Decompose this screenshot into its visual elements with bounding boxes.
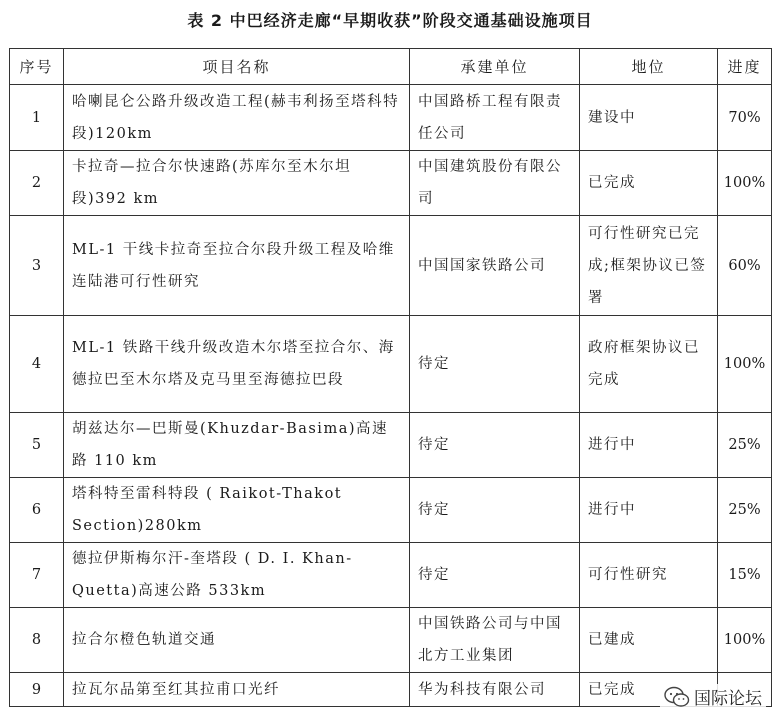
watermark [660,684,766,709]
contractor: 中国路桥工程有限责任公司 [410,85,580,151]
project-progress: 15% [718,543,772,608]
table-title: 表 2 中巴经济走廊“早期收获”阶段交通基础设施项目 [187,11,593,30]
project-status: 政府框架协议已完成 [580,316,718,413]
project-name: ML-1 干线卡拉奇至拉合尔段升级工程及哈维连陆港可行性研究 [64,216,410,316]
row-number: 8 [10,608,64,673]
project-status: 已完成 [580,673,718,707]
project-progress: 70% [718,85,772,151]
row-number: 3 [10,216,64,316]
header-cell: 进度 [718,49,772,85]
row-number: 4 [10,316,64,413]
contractor: 华为科技有限公司 [410,673,580,707]
project-progress: 100% [718,316,772,413]
row-number: 5 [10,413,64,478]
table-row [10,673,772,707]
contractor: 待定 [410,316,580,413]
projects-table [9,48,772,707]
project-status: 可行性研究已完成;框架协议已签署 [580,216,718,316]
project-name: 卡拉奇—拉合尔快速路(苏库尔至木尔坦段)392 km [64,151,410,216]
wechat-icon [664,686,690,708]
row-number: 2 [10,151,64,216]
contractor: 中国建筑股份有限公司 [410,151,580,216]
project-name: 胡兹达尔—巴斯曼(Khuzdar-Basima)高速路 110 km [64,413,410,478]
project-name: 拉合尔橙色轨道交通 [64,608,410,673]
project-name: 德拉伊斯梅尔汗-奎塔段 ( D. I. Khan-Quetta)高速公路 533km [64,543,410,608]
contractor: 待定 [410,478,580,543]
header-cell: 项目名称 [64,49,410,85]
project-progress: 25% [718,413,772,478]
table-row [10,413,772,478]
watermark-text: 国际论坛 [694,689,762,709]
header-cell: 承建单位 [410,49,580,85]
project-status: 建设中 [580,85,718,151]
project-name: ML-1 铁路干线升级改造木尔塔至拉合尔、海德拉巴至木尔塔及克马里至海德拉巴段 [64,316,410,413]
project-progress: 100% [718,608,772,673]
row-number: 1 [10,85,64,151]
header-row [10,49,772,85]
contractor: 待定 [410,543,580,608]
header-cell: 序号 [10,49,64,85]
table-row [10,216,772,316]
project-progress: 100% [718,151,772,216]
project-status: 进行中 [580,478,718,543]
project-progress: 60% [718,216,772,316]
table-row [10,151,772,216]
table-row [10,543,772,608]
table-row [10,316,772,413]
contractor: 中国国家铁路公司 [410,216,580,316]
contractor: 待定 [410,413,580,478]
table-row [10,85,772,151]
project-name: 塔科特至雷科特段 ( Raikot-Thakot Section)280km [64,478,410,543]
project-status: 已完成 [580,151,718,216]
row-number: 6 [10,478,64,543]
project-status: 可行性研究 [580,543,718,608]
project-status: 进行中 [580,413,718,478]
contractor: 中国铁路公司与中国北方工业集团 [410,608,580,673]
header-cell: 地位 [580,49,718,85]
project-name: 拉瓦尔品第至红其拉甫口光纤 [64,673,410,707]
table-row [10,478,772,543]
project-status: 已建成 [580,608,718,673]
table-row [10,608,772,673]
row-number: 9 [10,673,64,707]
project-progress: 25% [718,478,772,543]
project-name: 哈喇昆仑公路升级改造工程(赫韦利扬至塔科特段)120km [64,85,410,151]
row-number: 7 [10,543,64,608]
